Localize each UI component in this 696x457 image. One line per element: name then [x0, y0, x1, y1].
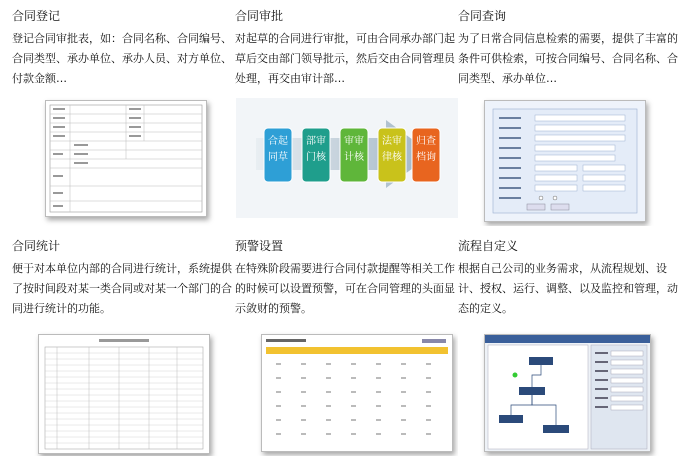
calendar-day	[326, 419, 331, 421]
calendar-day	[376, 419, 381, 421]
calendar-day	[426, 391, 431, 393]
query-form-illustration	[485, 101, 645, 221]
feature-description: 便于对本单位内部的合同进行统计，系统提供了按时间段对某一类合同或对某一个部门的合同进行统计的功能。	[12, 262, 232, 315]
flow-step-char: 询	[426, 152, 436, 163]
feature-card-contract-register	[8, 0, 235, 226]
calendar-day	[351, 363, 356, 365]
calendar-day	[276, 419, 281, 421]
calendar-day	[276, 391, 281, 393]
flow-step-char: 法	[382, 136, 392, 147]
calendar-day	[376, 391, 381, 393]
flow-step	[378, 128, 406, 182]
workflow-designer-thumbnail	[484, 334, 651, 452]
flow-step-char: 档	[416, 152, 426, 163]
calendar-day	[301, 391, 306, 393]
flow-step-char: 门	[306, 152, 316, 163]
calendar-day	[326, 363, 331, 365]
feature-title: 预警设置	[235, 239, 284, 253]
feature-title: 合同登记	[12, 9, 61, 23]
calendar-day	[326, 405, 331, 407]
feature-description: 根据自己公司的业务需求，从流程规划、设计、授权、运行、调整、以及监控和管理，动态的定义。	[458, 262, 678, 315]
feature-title: 流程自定义	[458, 239, 519, 253]
calendar-day	[351, 377, 356, 379]
flow-step	[340, 128, 368, 182]
flow-step	[302, 128, 330, 182]
calendar-day	[426, 377, 431, 379]
feature-card-contract-approval	[231, 0, 458, 226]
feature-card-contract-statistics	[8, 230, 235, 456]
calendar-day	[401, 363, 406, 365]
feature-title: 合同审批	[235, 9, 284, 23]
flow-step-char: 起	[278, 136, 288, 147]
calendar-day	[426, 419, 431, 421]
register-form-thumbnail	[45, 100, 207, 217]
calendar-day	[276, 433, 281, 435]
statistics-table-illustration	[39, 335, 209, 453]
flow-step-char: 核	[392, 152, 402, 163]
feature-description: 为了日常合同信息检索的需要，提供了丰富的条件可供检索，可按合同编号、合同名称、合同类型、承办单位…	[458, 32, 678, 85]
calendar-day	[376, 405, 381, 407]
feature-description: 在特殊阶段需要进行合同付款提醒等相关工作的时候可以设置预警，可在合同管理的头面显示敛财的预警。	[235, 262, 455, 315]
calendar-day	[276, 363, 281, 365]
calendar-day	[376, 377, 381, 379]
calendar-day	[426, 363, 431, 365]
flow-step-char: 核	[354, 152, 364, 163]
calendar-illustration	[262, 335, 452, 451]
calendar-day	[376, 433, 381, 435]
flow-step-char: 审	[344, 136, 354, 147]
query-form-thumbnail	[484, 100, 646, 222]
calendar-day	[351, 419, 356, 421]
calendar-day	[276, 405, 281, 407]
calendar-day	[301, 363, 306, 365]
flow-step	[412, 128, 440, 182]
feature-card-warning-setting	[231, 230, 458, 456]
flow-step-char: 草	[278, 152, 288, 163]
flow-step-char: 审	[316, 136, 326, 147]
warning-calendar-thumbnail	[261, 334, 453, 452]
feature-title: 合同查询	[458, 9, 507, 23]
calendar-day	[401, 391, 406, 393]
calendar-day	[351, 433, 356, 435]
flow-step-char: 同	[268, 152, 278, 163]
approval-flow-diagram	[236, 98, 458, 218]
flow-step-char: 部	[306, 136, 316, 147]
calendar-day	[351, 391, 356, 393]
flow-step-char: 归	[416, 136, 426, 147]
flow-step-char: 核	[316, 152, 326, 163]
form-table-illustration	[46, 101, 206, 216]
flow-step-char: 律	[382, 152, 392, 163]
feature-card-contract-query	[454, 0, 681, 226]
statistics-table-thumbnail	[38, 334, 210, 454]
calendar-day	[276, 377, 281, 379]
calendar-day	[326, 391, 331, 393]
feature-title: 合同统计	[12, 239, 61, 253]
calendar-day	[301, 377, 306, 379]
calendar-day	[401, 377, 406, 379]
flow-step	[264, 128, 292, 182]
feature-description: 对起草的合同进行审批，可由合同承办部门起草后交由部门领导批示，然后交由合同管理员处理，再交由审计部…	[235, 32, 455, 85]
calendar-day	[401, 405, 406, 407]
calendar-day	[401, 419, 406, 421]
feature-card-workflow-custom	[454, 230, 681, 456]
flow-step-char: 审	[354, 136, 364, 147]
calendar-day	[401, 433, 406, 435]
approval-flow-thumbnail	[236, 98, 458, 218]
calendar-day	[426, 433, 431, 435]
calendar-day	[426, 405, 431, 407]
workflow-designer-illustration	[485, 335, 650, 451]
flow-step-char: 查	[426, 136, 436, 147]
calendar-day	[301, 433, 306, 435]
calendar-day	[301, 419, 306, 421]
flow-step-char: 合	[268, 136, 278, 147]
calendar-day	[376, 363, 381, 365]
calendar-day	[326, 433, 331, 435]
flow-step-char: 审	[392, 136, 402, 147]
calendar-day	[326, 377, 331, 379]
feature-description: 登记合同审批表，如：合同名称、合同编号、合同类型、承办单位、承办人员、对方单位、付款金额…	[12, 32, 232, 85]
calendar-day	[351, 405, 356, 407]
flow-step-char: 计	[344, 152, 354, 163]
calendar-day	[301, 405, 306, 407]
